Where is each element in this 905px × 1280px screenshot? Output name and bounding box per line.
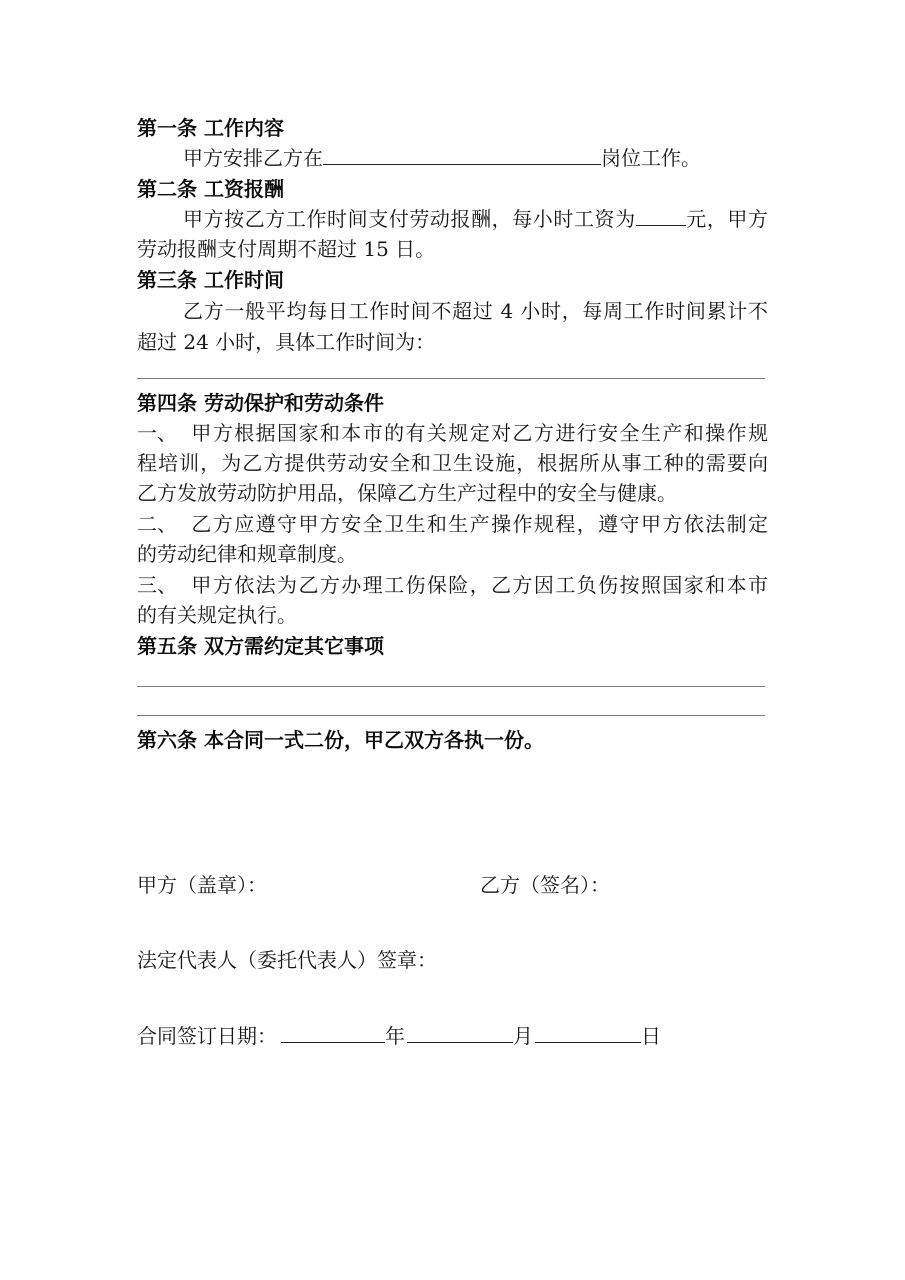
- clause-3-line-1-text: 甲方依法为乙方办理工伤保险，乙方因工负伤按照国家和本市: [190, 573, 768, 597]
- article-1-text-after: 岗位工作。: [601, 146, 701, 170]
- working-hours-blank-line: [137, 378, 765, 379]
- clause-1-line-2: 程培训，为乙方提供劳动安全和卫生设施，根据所从事工种的需要向: [137, 451, 768, 475]
- clause-1-line-3: 乙方发放劳动防护用品，保障乙方生产过程中的安全与健康。: [137, 481, 677, 505]
- clause-1-line-1-text: 甲方根据国家和本市的有关规定对乙方进行安全生产和操作规: [190, 421, 768, 445]
- article-2-line-1: [183, 206, 768, 232]
- clause-3-marker: 三、: [137, 573, 177, 597]
- clause-2-line-2: 的劳动纪律和规章制度。: [137, 542, 357, 566]
- clause-2-line-1-text: 乙方应遵守甲方安全卫生和生产操作规程，遵守甲方依法制定: [190, 512, 768, 536]
- article-2-line-2: 劳动报酬支付周期不超过 15 日。: [137, 237, 436, 261]
- article-2-heading: 第二条 工资报酬: [137, 177, 284, 201]
- article-5-heading: 第五条 双方需约定其它事项: [137, 634, 384, 658]
- legal-representative-label: 法定代表人（委托代表人）签章：: [137, 948, 437, 972]
- article-1-text-before: 甲方安排乙方在: [183, 146, 323, 170]
- other-matters-blank-line-2: [137, 715, 765, 716]
- article-1-heading: 第一条 工作内容: [137, 116, 284, 140]
- article-2-line-1-after: 元，甲方: [685, 207, 768, 231]
- month-blank: [407, 1024, 513, 1043]
- day-label: 日: [641, 1024, 661, 1048]
- clause-2-line-1: [137, 511, 768, 537]
- year-blank: [281, 1024, 385, 1043]
- year-label: 年: [385, 1024, 405, 1048]
- month-label: 月: [513, 1024, 533, 1048]
- article-1-text: [183, 145, 768, 171]
- article-3-line-2: 超过 24 小时，具体工作时间为：: [137, 330, 436, 354]
- clause-1-marker: 一、: [137, 421, 177, 445]
- signing-date-row: [137, 1023, 661, 1049]
- party-b-signature-label: 乙方（签名）：: [480, 873, 610, 897]
- article-6-heading: 第六条 本合同一式二份，甲乙双方各执一份。: [137, 728, 544, 752]
- party-a-seal-label: 甲方（盖章）：: [137, 873, 267, 897]
- clause-2-marker: 二、: [137, 512, 177, 536]
- other-matters-blank-line-1: [137, 686, 765, 687]
- position-blank: [323, 146, 601, 165]
- clause-1-line-1: [137, 420, 768, 446]
- day-blank: [535, 1024, 641, 1043]
- clause-3-line-1: [137, 572, 768, 598]
- signing-date-label: 合同签订日期：: [137, 1024, 277, 1048]
- hourly-wage-blank: [636, 207, 686, 226]
- article-3-line-1: 乙方一般平均每日工作时间不超过 4 小时，每周工作时间累计不: [183, 299, 768, 323]
- clause-3-line-2: 的有关规定执行。: [137, 603, 297, 627]
- article-2-line-1-before: 甲方按乙方工作时间支付劳动报酬，每小时工资为: [183, 207, 636, 231]
- article-4-heading: 第四条 劳动保护和劳动条件: [137, 391, 384, 415]
- article-3-heading: 第三条 工作时间: [137, 268, 284, 292]
